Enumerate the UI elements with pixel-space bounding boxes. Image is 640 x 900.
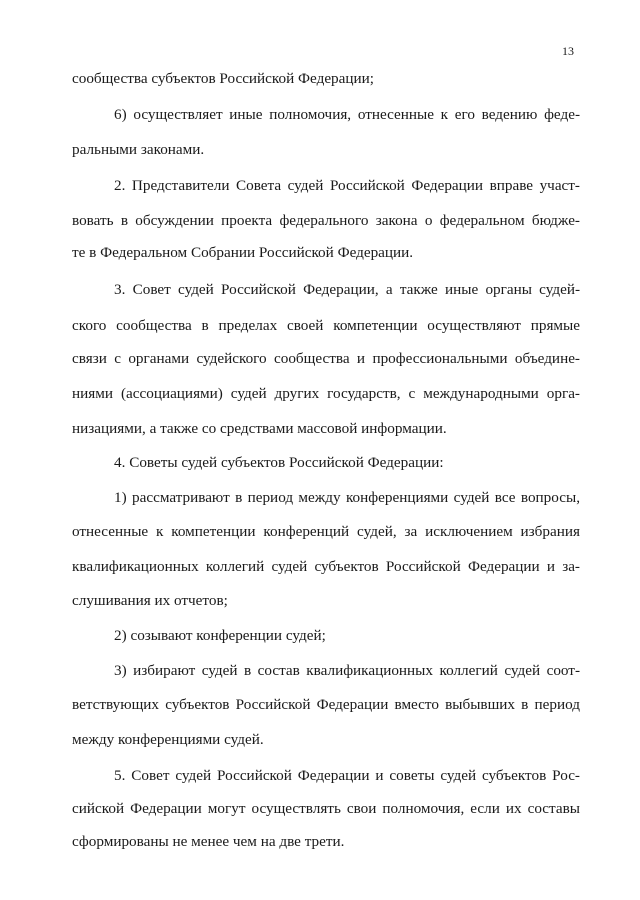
text-line: ральными законами. xyxy=(72,141,205,158)
text-line: 5. Совет судей Российской Федерации и советы судей субъектов Рос- xyxy=(114,767,580,784)
text-line: 2. Представители Совета судей Российской Федерации вправе участ- xyxy=(114,177,580,194)
text-line: сийской Федерации могут осуществлять свои полномочия, если их составы xyxy=(72,800,580,817)
text-line: сформированы не менее чем на две трети. xyxy=(72,833,345,850)
text-line: ского сообщества в пределах своей компетенции осуществляют прямые xyxy=(72,317,580,334)
text-line: ниями (ассоциациями) судей других государств, с международными орга- xyxy=(72,385,580,402)
text-line: 6) осуществляет иные полномочия, отнесенные к его ведению феде- xyxy=(114,106,580,123)
text-line: 3. Совет судей Российской Федерации, а также иные органы судей- xyxy=(114,281,580,298)
text-line: между конференциями судей. xyxy=(72,731,264,748)
text-line: сообщества субъектов Российской Федерации; xyxy=(72,70,374,87)
text-line: квалификационных коллегий судей субъектов Российской Федерации и за- xyxy=(72,558,580,575)
text-line: 1) рассматривают в период между конференциями судей все вопросы, xyxy=(114,489,580,506)
text-line: связи с органами судейского сообщества и профессиональными объедине- xyxy=(72,350,580,367)
text-line: низациями, а также со средствами массовой информации. xyxy=(72,420,447,437)
page-number: 13 xyxy=(562,44,574,58)
text-line: 3) избирают судей в состав квалификационных коллегий судей соот- xyxy=(114,662,580,679)
text-line: отнесенные к компетенции конференций судей, за исключением избрания xyxy=(72,523,580,540)
text-line: ветствующих субъектов Российской Федерации вместо выбывших в период xyxy=(72,696,580,713)
text-line: 4. Советы судей субъектов Российской Федерации: xyxy=(114,454,444,471)
text-line: 2) созывают конференции судей; xyxy=(114,627,326,644)
text-line: те в Федеральном Собрании Российской Федерации. xyxy=(72,244,414,261)
text-line: слушивания их отчетов; xyxy=(72,592,228,609)
text-line: вовать в обсуждении проекта федерального закона о федеральном бюдже- xyxy=(72,212,580,229)
